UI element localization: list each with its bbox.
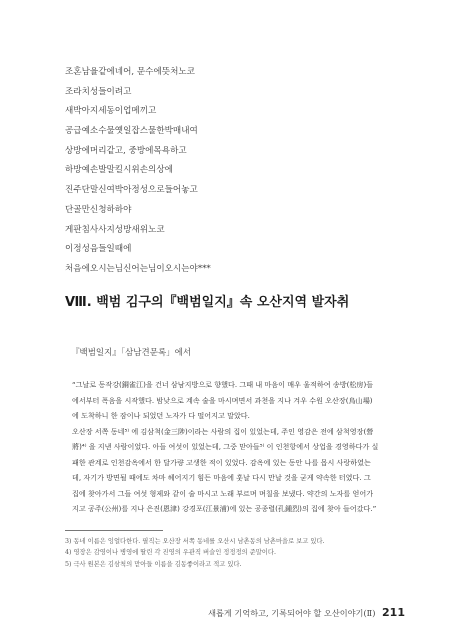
passage-line: 에 도착하니 한 잠이나 되었던 노자가 다 떨어지고 말았다.	[72, 411, 250, 420]
section-heading: Ⅷ. 백범 김구의『백범일지』속 오산지역 발자취	[65, 295, 350, 310]
passage-line: 오산장 서쪽 동네⁵⁾ 에 김삼척(金三陟)이라는 사람의 집이 있었는데, 주인 영감은 전에 삼척영장(營	[72, 426, 374, 436]
verse-line: 이정성음들일때에	[65, 244, 132, 255]
verse-line: 새박아지세동이업메끼고	[65, 106, 157, 117]
verse-line: 공급예소수물옛일잡스물한박매내여	[65, 126, 198, 137]
passage-line: 패한 관계로 인천감옥에서 한 달가량 고생한 적이 있었다. 감옥에 있는 동안 나를 몹시 사랑하였는	[72, 457, 371, 467]
quoted-passage	[72, 377, 412, 517]
verse-line: 진주단말신여박아정성으로들어놓고	[65, 185, 198, 196]
passage-line: 에서부터 폭음을 시작했다. 밤낮으로 계속 술을 마시며면서 과천을 지나 겨우 수원 오산장(烏山場)	[72, 395, 373, 405]
verse-line: 단골만신청하하야	[65, 204, 132, 215]
passage-line: 將)⁴⁾ 을 지낸 사람이었다. 아들 여섯이 있었는데, 그중 맏아들⁵⁾ 이 인천항에서 상업을 경영하다가 실	[72, 442, 379, 451]
footnote-divider	[65, 530, 163, 531]
verse-line: 게판침사사지성방새위노코	[65, 224, 165, 235]
footnote: 3) 동네 이름은 잉얼다한다. 필직는 오산장 서쪽 동네를 오산시 남촌동의 남촌마을로 보고 있다.	[65, 538, 325, 545]
source-citation: 『백범일지』「삼남견문록」에서	[71, 348, 192, 358]
footnote: 4) 영장은 감영이나 병영에 딸린 각 진영의 우관직 버슬인 정정정의 준말이다.	[65, 549, 276, 557]
running-title: 새롭게 기억하고, 기록되어야 할 오산이야기(Ⅱ)	[208, 608, 376, 618]
verse-block	[65, 63, 425, 280]
passage-line: “그날로 동작강(銅雀江)을 건너 삼남지방으로 향했다. 그때 내 마음이 매우 울적하여 송방(松房)들	[72, 380, 374, 389]
verse-line: 상방에머리같고, 중방에목욕하고	[65, 145, 187, 156]
verse-line: 처음에오시는님신어는님이오시는야***	[65, 263, 211, 274]
verse-line: 조라치성들이려고	[65, 86, 132, 97]
footnotes	[65, 536, 425, 570]
passage-line: 지고 공주(公州)를 지나 은진(恩津) 강경포(江景浦)에 있는 공종렬(孔鍾烈)의 집에 찾아 들어갔다.”	[72, 504, 377, 513]
passage-line: 데, 자기가 방면될 때에도 차마 헤어지기 힘든 마음에 훗날 다시 만날 것을 굳게 약속한 터였다. 그	[72, 473, 371, 482]
passage-line: 집에 찾아가서 그들 여섯 형제와 같이 술 마시고 노래 부르며 며칠을 보냈다. 약간의 노자를 얻어가	[72, 488, 374, 498]
page-footer	[208, 606, 405, 619]
verse-line: 하방예손발말킬시위손의상에	[65, 165, 173, 176]
footnote: 5) 극사 원본은 김삼척의 맏아들 이름을 김동좋이라고 적고 있다.	[65, 560, 242, 568]
page-number: 211	[382, 606, 405, 619]
verse-line: 조혼남율같에네어, 문수에뜻처노코	[65, 67, 195, 77]
